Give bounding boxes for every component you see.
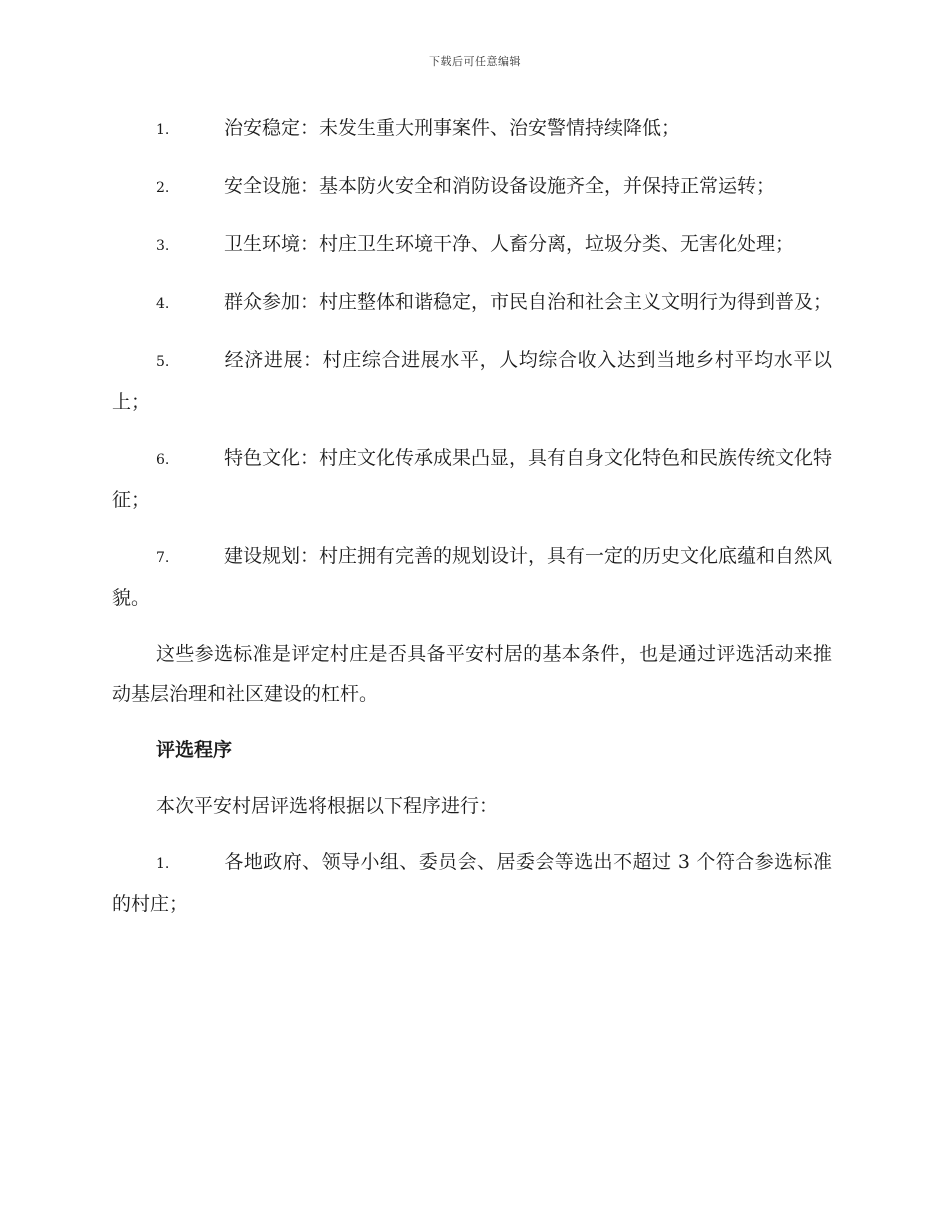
list-item-number: 1. bbox=[156, 122, 170, 138]
list-item-text: 治安稳定：未发生重大刑事案件、治安警情持续降低； bbox=[224, 117, 681, 139]
list-item-number: 6. bbox=[156, 452, 170, 468]
section-heading: 评选程序 bbox=[156, 739, 233, 761]
list-item-text: 建设规划：村庄拥有完善的规划设计，具有一定的历史文化底蕴和自然风貌。 bbox=[112, 545, 833, 609]
list-item-text: 特色文化：村庄文化传承成果凸显，具有自身文化特色和民族传统文化特征； bbox=[112, 447, 833, 511]
list-item bbox=[112, 282, 832, 324]
list-item bbox=[112, 438, 832, 520]
section-intro: 本次平安村居评选将根据以下程序进行： bbox=[156, 795, 499, 817]
list-item bbox=[112, 340, 832, 422]
list-item-number: 7. bbox=[156, 550, 170, 566]
list-item-text: 群众参加：村庄整体和谐稳定，市民自治和社会主义文明行为得到普及； bbox=[224, 291, 833, 313]
list-item-number: 2. bbox=[156, 180, 170, 196]
list-item bbox=[112, 166, 832, 208]
page-header: 下载后可任意编辑 bbox=[429, 55, 521, 68]
list-item-text: 安全设施：基本防火安全和消防设备设施齐全，并保持正常运转； bbox=[224, 175, 776, 197]
list-item-text: 各地政府、领导小组、委员会、居委会等选出不超过 3 个符合参选标准的村庄； bbox=[112, 851, 832, 915]
list-item-number: 4. bbox=[156, 296, 170, 312]
list-item-text: 经济进展：村庄综合进展水平，人均综合收入达到当地乡村平均水平以上； bbox=[112, 349, 832, 413]
list-item bbox=[112, 842, 832, 924]
list-item-number: 1. bbox=[156, 856, 170, 872]
list-item bbox=[112, 224, 832, 266]
list-item bbox=[112, 108, 832, 150]
document-body bbox=[112, 108, 832, 940]
summary-paragraph: 这些参选标准是评定村庄是否具备平安村居的基本条件，也是通过评选活动来推动基层治理和社区建设的杠杆。 bbox=[112, 643, 832, 705]
list-item-number: 5. bbox=[156, 354, 170, 370]
list-item-text: 卫生环境：村庄卫生环境干净、人畜分离，垃圾分类、无害化处理； bbox=[224, 233, 795, 255]
list-item bbox=[112, 536, 832, 618]
list-item-number: 3. bbox=[156, 238, 170, 254]
